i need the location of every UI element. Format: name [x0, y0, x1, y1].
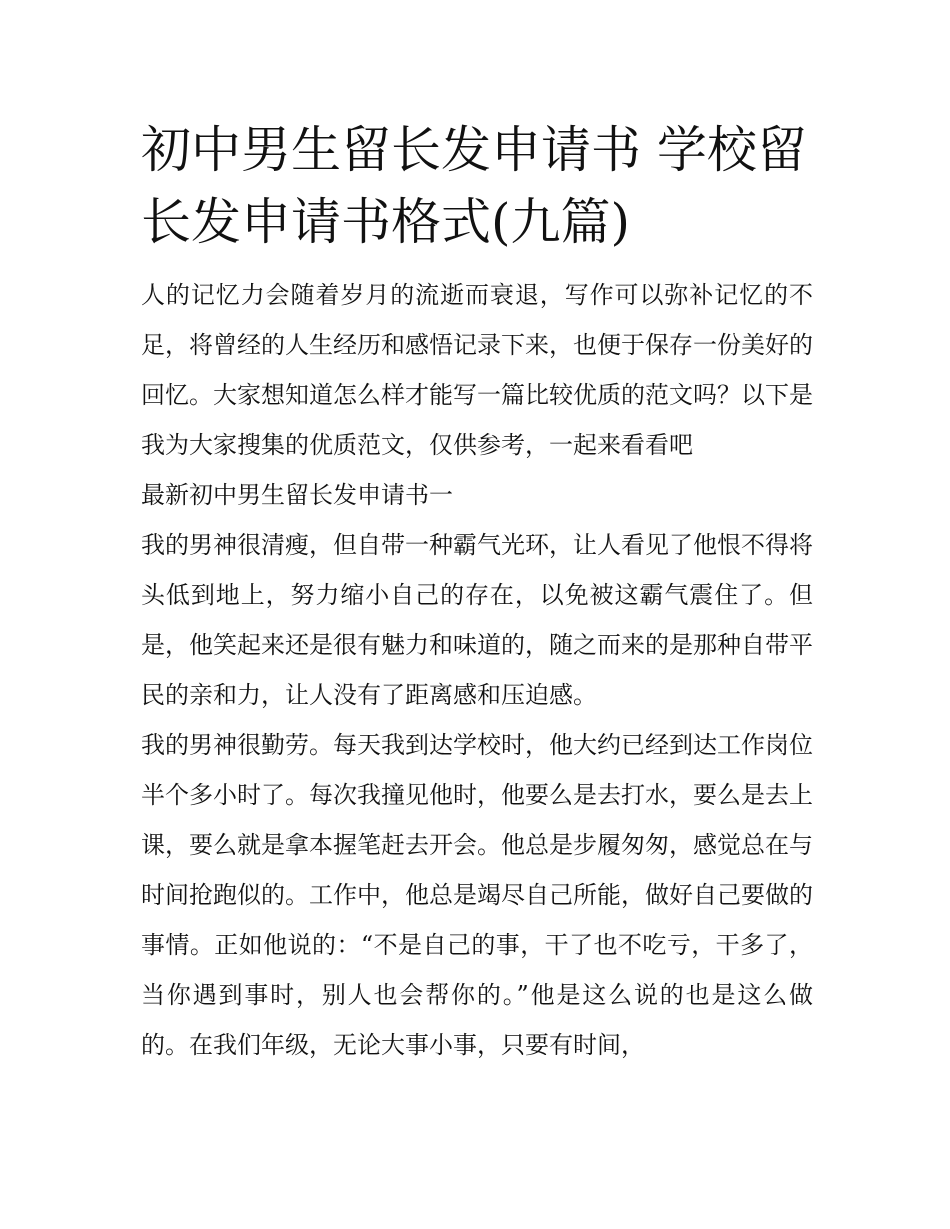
- body-paragraph-2: 我的男神很勤劳。每天我到达学校时，他大约已经到达工作岗位半个多小时了。每次我撞见他时，他要么是去打水，要么是去上课，要么就是拿本握笔赶去开会。他总是步履匆匆，感觉总在与时间抢跑似的。工作中，他总是竭尽自己所能，做好自己要做的事情。正如他说的：“不是自己的事，干了也不吃亏，干多了，当你遇到事时，别人也会帮你的。”他是这么说的也是这么做的。在我们年级，无论大事小事，只要有时间，: [141, 731, 813, 1059]
- intro-paragraph: 人的记忆力会随着岁月的流逝而衰退，写作可以弥补记忆的不足，将曾经的人生经历和感悟记录下来，也便于保存一份美好的回忆。大家想知道怎么样才能写一篇比较优质的范文吗？以下是我为大家搜集的优质范文，仅供参考，一起来看看吧: [141, 281, 813, 459]
- document-page: [141, 114, 813, 1070]
- document-title: 初中男生留长发申请书 学校留长发申请书格式(九篇): [141, 121, 807, 251]
- document-body: [141, 270, 813, 1070]
- body-paragraph-1: 我的男神很清瘦，但自带一种霸气光环，让人看见了他恨不得将头低到地上，努力缩小自己的存在，以免被这霸气震住了。但是，他笑起来还是很有魅力和味道的，随之而来的是那种自带平民的亲和力，让人没有了距离感和压迫感。: [141, 531, 813, 709]
- section-heading: 最新初中男生留长发申请书一: [141, 481, 453, 509]
